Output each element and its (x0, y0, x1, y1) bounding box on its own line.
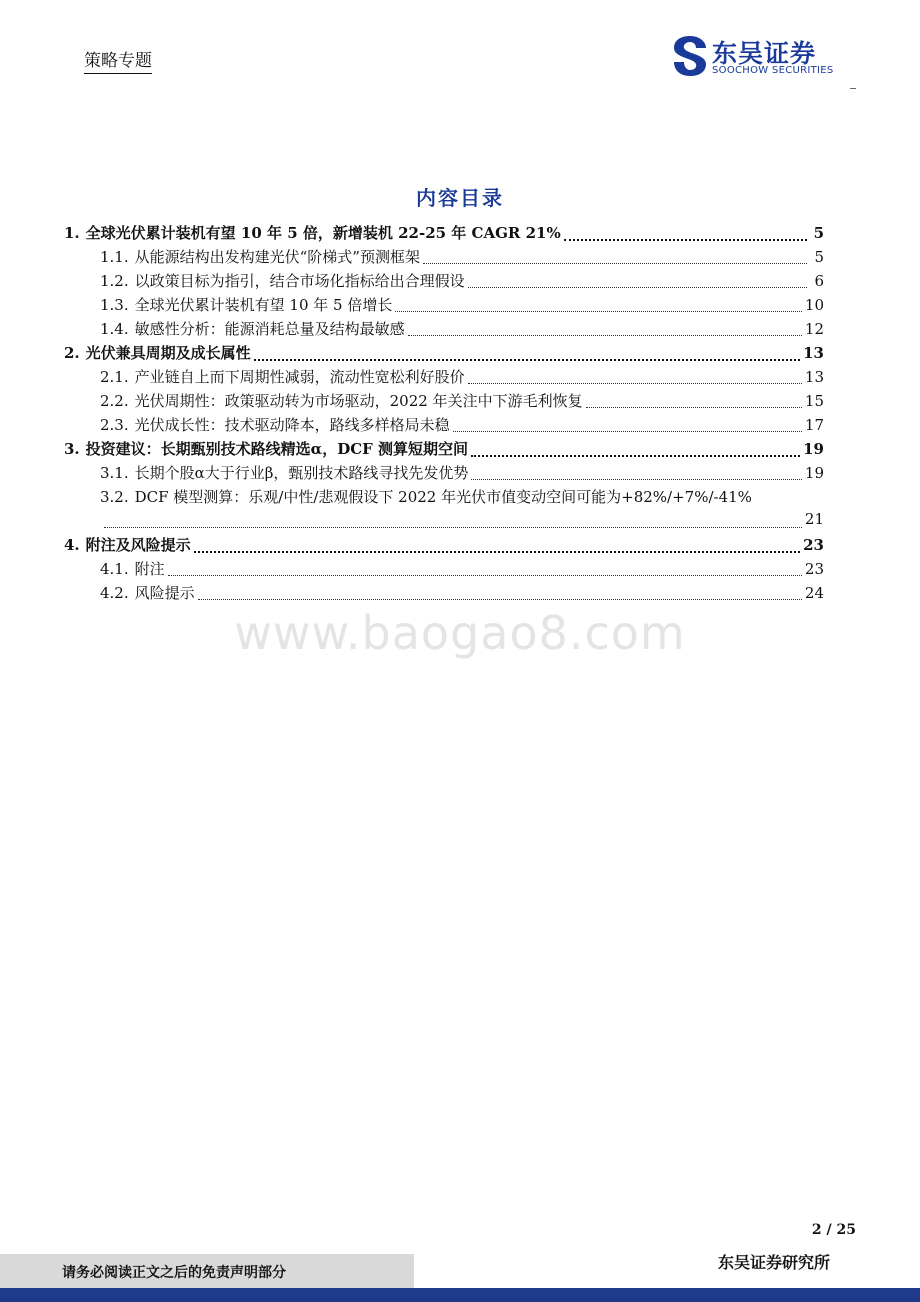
toc-dot-leader (168, 574, 802, 576)
toc-dot-leader (471, 478, 801, 480)
toc-entry[interactable] (64, 222, 824, 246)
toc-entry-page: 17 (804, 416, 824, 434)
toc-entry[interactable] (64, 366, 824, 390)
toc-entry-text: 从能源结构出发构建光伏“阶梯式”预测框架 (134, 248, 420, 266)
toc-dot-leader (254, 358, 800, 361)
toc-entry-text: 产业链自上而下周期性减弱，流动性宽松利好股价 (134, 368, 465, 386)
toc-entry-number: 1.1. (100, 248, 129, 266)
toc-dot-leader (408, 334, 802, 336)
toc-entry[interactable] (64, 486, 824, 534)
toc-entry-text: 以政策目标为指引，结合市场化指标给出合理假设 (134, 272, 465, 290)
toc-entry-text: 全球光伏累计装机有望 10 年 5 倍，新增装机 22-25 年 CAGR 21% (85, 224, 561, 242)
footer-blue-bar (0, 1288, 920, 1302)
toc-entry-first-line (64, 486, 824, 510)
toc-entry[interactable] (64, 558, 824, 582)
toc-entry-text: 光伏周期性：政策驱动转为市场驱动，2022 年关注中下游毛利恢复 (134, 392, 583, 410)
toc-entry-page: 5 (813, 224, 824, 242)
toc-entry-number: 4.1. (100, 560, 129, 578)
toc-entry-number: 1.2. (100, 272, 129, 290)
toc-entry-page: 10 (804, 296, 824, 314)
header-dash (850, 88, 856, 89)
toc-entry-text: 敏感性分析：能源消耗总量及结构最敏感 (134, 320, 405, 338)
toc-entry-page: 21 (804, 510, 824, 528)
toc-entry[interactable] (64, 582, 824, 606)
toc-entry-page: 13 (804, 368, 824, 386)
toc-entry-number: 1.3. (100, 296, 129, 314)
toc-entry-text: 附注及风险提示 (85, 536, 191, 554)
toc-entry-page: 12 (804, 320, 824, 338)
toc-dot-leader (471, 454, 800, 457)
toc-entry-number: 2.1. (100, 368, 129, 386)
toc-entry-page: 23 (804, 560, 824, 578)
toc-entry[interactable] (64, 414, 824, 438)
watermark: www.baogao8.com (234, 606, 686, 660)
toc-entry-page: 19 (804, 464, 824, 482)
toc-dot-leader (468, 382, 802, 384)
toc-entry[interactable] (64, 270, 824, 294)
toc-entry-text: 全球光伏累计装机有望 10 年 5 倍增长 (134, 296, 393, 314)
toc-entry-text: 长期个股α大于行业β，甄别技术路线寻找先发优势 (134, 464, 469, 482)
table-of-contents (64, 222, 824, 606)
toc-entry-number: 3.1. (100, 464, 129, 482)
logo-text-cn: 东吴证券 (712, 39, 817, 68)
toc-entry-page: 5 (814, 248, 824, 266)
toc-entry-page: 19 (803, 440, 824, 458)
toc-entry[interactable] (64, 246, 824, 270)
toc-entry-text: 光伏兼具周期及成长属性 (85, 344, 251, 362)
toc-entry[interactable] (64, 390, 824, 414)
toc-entry-number: 2. (64, 344, 80, 362)
page-indicator: 2 / 25 (811, 1222, 856, 1238)
toc-entry[interactable] (64, 318, 824, 342)
toc-entry-page: 15 (804, 392, 824, 410)
company-logo (672, 34, 857, 82)
toc-entry-number: 2.2. (100, 392, 129, 410)
toc-dot-leader (586, 406, 802, 408)
toc-dot-leader (564, 238, 807, 241)
toc-dot-leader (104, 526, 802, 528)
toc-entry[interactable] (64, 294, 824, 318)
toc-dot-leader (194, 550, 800, 553)
logo-text-en: SOOCHOW SECURITIES (712, 65, 834, 76)
section-tag: 策略专题 (84, 46, 152, 74)
toc-entry-page: 13 (803, 344, 824, 362)
toc-entry-number: 3.2. (100, 488, 129, 506)
toc-dot-leader (198, 598, 802, 600)
toc-entry[interactable] (64, 438, 824, 462)
toc-entry-text: DCF 模型测算：乐观/中性/悲观假设下 2022 年光伏市值变动空间可能为+82%/+7%/-41% (134, 488, 752, 506)
toc-entry-text: 投资建议：长期甄别技术路线精选α，DCF 测算短期空间 (85, 440, 469, 458)
toc-dot-leader (395, 310, 802, 312)
toc-entry-number: 2.3. (100, 416, 129, 434)
logo-mark-icon (672, 34, 708, 78)
toc-entry-page: 24 (804, 584, 824, 602)
footer-org: 东吴证券研究所 (717, 1253, 830, 1272)
toc-dot-leader (453, 430, 802, 432)
toc-entry-page: 6 (814, 272, 824, 290)
toc-entry-continuation (64, 510, 824, 534)
toc-entry-text: 光伏成长性：技术驱动降本，路线多样格局未稳 (134, 416, 450, 434)
footer-disclaimer: 请务必阅读正文之后的免责声明部分 (62, 1265, 286, 1281)
toc-entry-number: 4.2. (100, 584, 129, 602)
toc-title: 内容目录 (416, 186, 504, 210)
toc-entry[interactable] (64, 462, 824, 486)
toc-dot-leader (468, 286, 807, 288)
toc-entry-number: 3. (64, 440, 80, 458)
toc-entry-text: 附注 (134, 560, 165, 578)
toc-entry-number: 1. (64, 224, 80, 242)
toc-entry-page: 23 (803, 536, 824, 554)
toc-entry[interactable] (64, 342, 824, 366)
toc-entry-number: 1.4. (100, 320, 129, 338)
toc-entry-text: 风险提示 (134, 584, 195, 602)
toc-dot-leader (423, 262, 807, 264)
toc-entry[interactable] (64, 534, 824, 558)
toc-entry-number: 4. (64, 536, 80, 554)
